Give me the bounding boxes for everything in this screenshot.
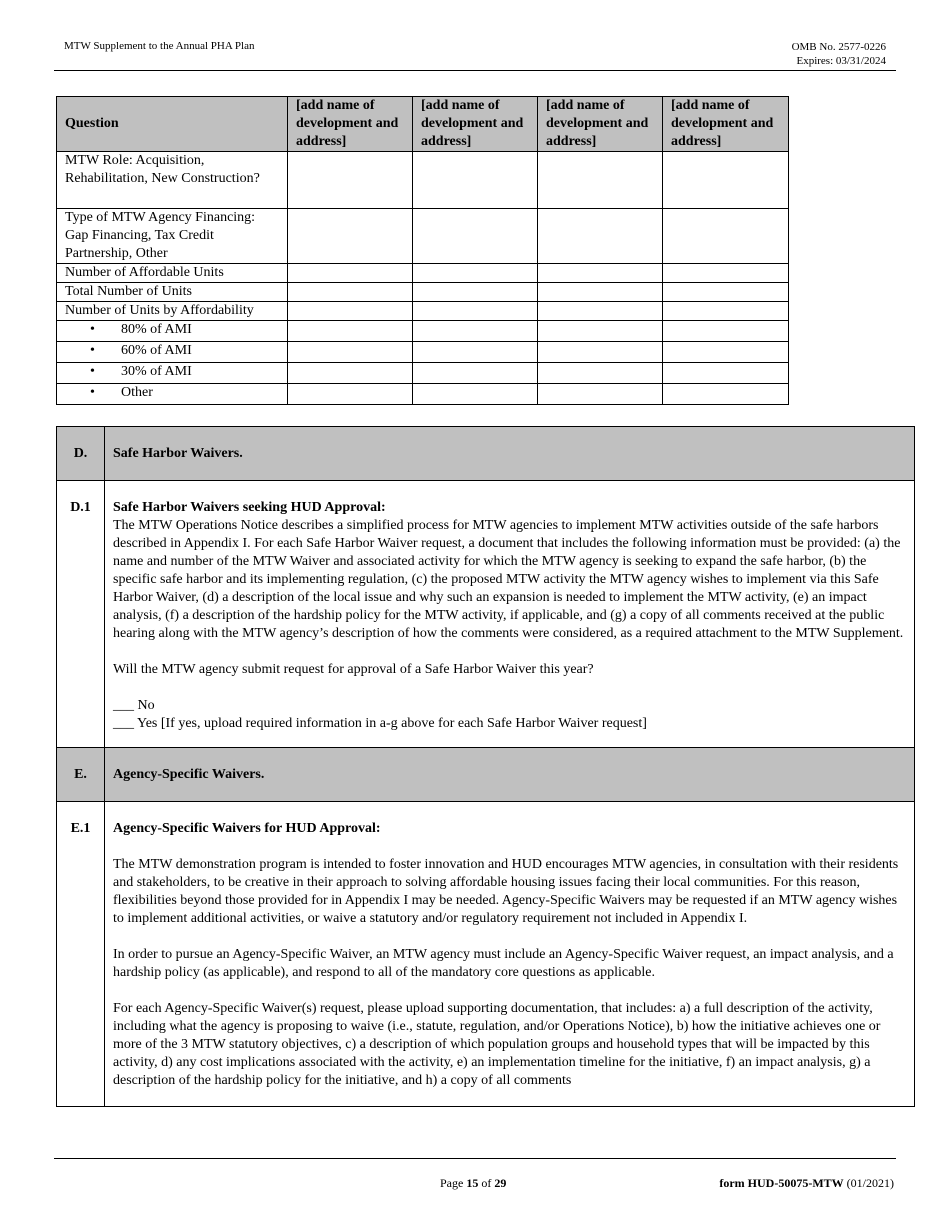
section-e-title: Agency-Specific Waivers. [105, 748, 915, 802]
development-table [56, 96, 789, 405]
answer-cell[interactable] [663, 342, 789, 363]
answer-cell[interactable] [288, 283, 413, 302]
answer-cell[interactable] [413, 209, 538, 264]
answer-cell[interactable] [663, 152, 789, 209]
answer-cell[interactable] [538, 342, 663, 363]
answer-cell[interactable] [538, 363, 663, 384]
d1-question: Will the MTW agency submit request for approval of a Safe Harbor Waiver this year? [113, 662, 594, 677]
question-header: Question [57, 97, 288, 152]
answer-cell[interactable] [413, 264, 538, 283]
form-date: (01/2021) [846, 1176, 894, 1190]
answer-cell[interactable] [663, 264, 789, 283]
answer-cell[interactable] [413, 363, 538, 384]
answer-cell[interactable] [288, 302, 413, 321]
answer-cell[interactable] [288, 384, 413, 405]
question-mtw-role: MTW Role: Acquisition, Rehabilitation, New Construction? [57, 152, 288, 209]
header-divider [54, 70, 896, 71]
e1-label: E.1 [57, 802, 105, 1107]
development-header: [add name of development and address] [413, 97, 538, 152]
answer-cell[interactable] [413, 321, 538, 342]
section-d1-row [57, 481, 915, 748]
question-financing-type: Type of MTW Agency Financing: Gap Financing, Tax Credit Partnership, Other [57, 209, 288, 264]
form-identifier [719, 1176, 894, 1191]
development-header: [add name of development and address] [663, 97, 789, 152]
answer-cell[interactable] [538, 264, 663, 283]
expiration-date: Expires: 03/31/2024 [796, 55, 886, 67]
answer-cell[interactable] [288, 152, 413, 209]
question-total-units: Total Number of Units [57, 283, 288, 302]
e1-title: Agency-Specific Waivers for HUD Approval: [113, 821, 381, 836]
answer-cell[interactable] [538, 152, 663, 209]
answer-cell[interactable] [413, 302, 538, 321]
answer-cell[interactable] [413, 342, 538, 363]
section-d-header [57, 427, 915, 481]
current-page: 15 [466, 1176, 479, 1190]
header-omb-block [792, 40, 886, 68]
e1-paragraph-3: For each Agency-Specific Waiver(s) request, please upload supporting documentation, that includes: a) a full description of the activity, including what the agency is proposing to waive (i.e., statute, regulation, and/or Operations Notice), b) how the initiative achieves one or more of the 3 MTW statutory objectives, c) a description of which population groups and household types that will be impacted by this activity, d) any cost implications associated with the activity, e) an implementation timeline for the initiative, f) an impact analysis, g) a description of the hardship policy for the initiative, and h) a copy of all comments [113, 1001, 881, 1088]
answer-cell[interactable] [663, 384, 789, 405]
answer-cell[interactable] [538, 384, 663, 405]
page-number: Page 15 of 29 [440, 1176, 507, 1190]
answer-cell[interactable] [663, 363, 789, 384]
d1-label: D.1 [57, 481, 105, 748]
header-title: MTW Supplement to the Annual PHA Plan [64, 40, 255, 52]
answer-cell[interactable] [538, 283, 663, 302]
answer-cell[interactable] [538, 302, 663, 321]
answer-cell[interactable] [288, 264, 413, 283]
e1-paragraph-2: In order to pursue an Agency-Specific Waiver, an MTW agency must include an Agency-Specific Waiver request, an impact analysis, and a hardship policy (as applicable), and respond to all of the mandatory core questions as applicable. [113, 947, 894, 980]
omb-number: OMB No. 2577-0226 [791, 41, 886, 53]
d1-body: The MTW Operations Notice describes a simplified process for MTW agencies to implement MTW activities outside of the safe harbors described in Appendix I. For each Safe Harbor Waiver request, a document that includes the following information must be provided: (a) the name and number of the MTW Waiver and associated activity for which the MTW agency is seeking to expand the safe harbor, (b) the specific safe harbor and its implementing regulation, (c) the proposed MTW activity the MTW agency wishes to implement via this Safe Harbor Waiver, (d) a description of the local issue and why such an expansion is needed to implement the MTW activity, (e) an impact analysis, (f) a description of the hardship policy for the MTW activity, if applicable, and (g) a copy of all comments received at the public hearing along with the MTW agency’s description of how the comments were considered, as a required attachment to the MTW Supplement. [113, 518, 904, 641]
e1-content [105, 802, 915, 1107]
section-e-label: E. [57, 748, 105, 802]
answer-cell[interactable] [288, 209, 413, 264]
answer-cell[interactable] [288, 342, 413, 363]
section-d-label: D. [57, 427, 105, 481]
section-d-title: Safe Harbor Waivers. [105, 427, 915, 481]
answer-cell[interactable] [663, 283, 789, 302]
question-affordable-units: Number of Affordable Units [57, 264, 288, 283]
bullet-80-ami: • 80% of AMI [57, 321, 288, 342]
footer-divider [54, 1158, 896, 1159]
e1-paragraph-1: The MTW demonstration program is intended to foster innovation and HUD encourages MTW agencies, in consultation with their residents and stakeholders, to be creative in their approach to solving affordable housing issues facing their local communities. For this reason, flexibilities beyond those provided for in Appendix I may be needed. Agency-Specific Waivers may be requested if an MTW agency wishes to implement additional activities, or waive a statutory and/or regulatory requirement not included in Appendix I. [113, 857, 899, 926]
d1-title: Safe Harbor Waivers seeking HUD Approval: [113, 500, 386, 515]
waivers-table [56, 426, 915, 1107]
bullet-30-ami: • 30% of AMI [57, 363, 288, 384]
answer-cell[interactable] [663, 302, 789, 321]
answer-cell[interactable] [288, 321, 413, 342]
answer-cell[interactable] [663, 209, 789, 264]
bullet-other: • Other [57, 384, 288, 405]
answer-cell[interactable] [288, 363, 413, 384]
development-header: [add name of development and address] [538, 97, 663, 152]
total-pages: 29 [494, 1176, 507, 1190]
d1-option-no[interactable]: ___ No [113, 698, 155, 713]
answer-cell[interactable] [538, 209, 663, 264]
answer-cell[interactable] [413, 152, 538, 209]
answer-cell[interactable] [413, 283, 538, 302]
form-name: form HUD-50075-MTW [719, 1176, 844, 1190]
development-header: [add name of development and address] [288, 97, 413, 152]
answer-cell[interactable] [413, 384, 538, 405]
section-e-header [57, 748, 915, 802]
question-units-by-affordability: Number of Units by Affordability [57, 302, 288, 321]
answer-cell[interactable] [663, 321, 789, 342]
d1-content [105, 481, 915, 748]
answer-cell[interactable] [538, 321, 663, 342]
bullet-60-ami: • 60% of AMI [57, 342, 288, 363]
d1-option-yes[interactable]: ___ Yes [If yes, upload required information in a-g above for each Safe Harbor Waiver request] [113, 716, 647, 731]
section-e1-row [57, 802, 915, 1107]
